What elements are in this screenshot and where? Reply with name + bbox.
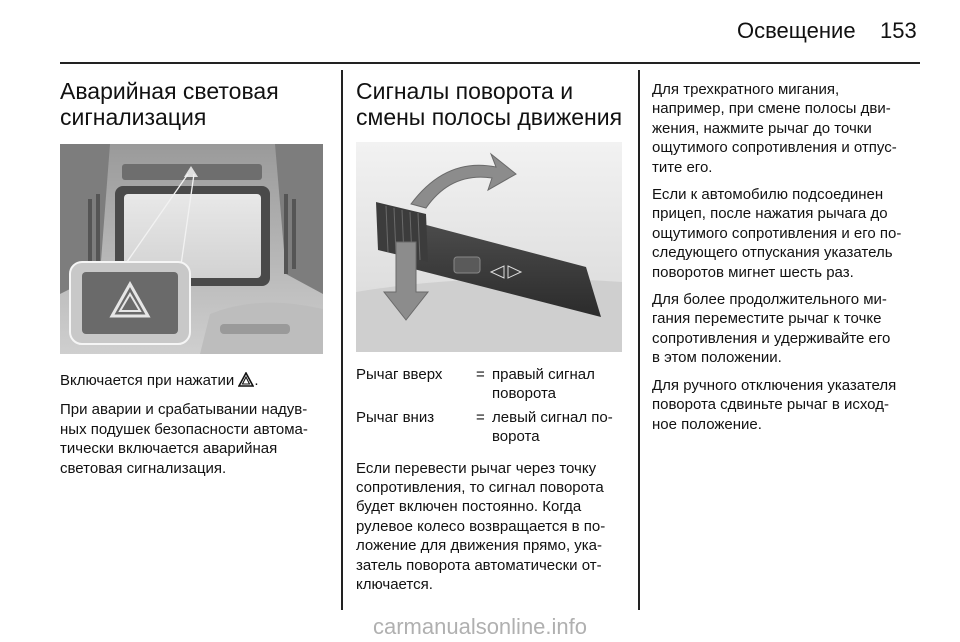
lever-definition-list bbox=[356, 365, 624, 447]
long-blink-text: Для более продолжительного ми- гания переместите рычаг к точке сопротивления и удерживайте его в этом положении. bbox=[652, 291, 891, 367]
header-rule bbox=[60, 62, 920, 64]
manual-off-text: Для ручного отключения указателя поворота сдвиньте рычаг в исход- ное положение. bbox=[652, 376, 897, 433]
hazard-warning-icon bbox=[238, 372, 254, 392]
hazard-section bbox=[60, 78, 328, 486]
hazard-heading: Аварийная световая сигнализация bbox=[60, 78, 279, 130]
hazard-auto-text: При аварии и срабатывании надув- ных подушек безопасности автома- тически включается аварийная световая сигнализация. bbox=[60, 401, 308, 477]
hazard-button-illustration bbox=[60, 144, 328, 359]
definition-row-down: Рычаг вниз = левый сигнал по- ворота bbox=[356, 408, 613, 446]
definition-row-up: Рычаг вверх = правый сигнал поворота bbox=[356, 366, 595, 403]
turn-signal-description: Если перевести рычаг через точку сопротивления, то сигнал поворота будет включен постоянно. Когда рулевое колесо возвращается в по- ложение для движения прямо, ука- затель поворота автоматически от- ключается. bbox=[356, 459, 606, 594]
hazard-activation-text: Включается при нажатии . bbox=[60, 371, 328, 392]
turn-signal-heading: Сигналы поворота и смены полосы движения bbox=[356, 78, 623, 130]
three-blink-text: Для трехкратного мигания, например, при смене полосы дви- жения, нажмите рычаг до точки ощутимого сопротивления и отпус- тите его. bbox=[652, 81, 897, 176]
column-divider-1 bbox=[341, 70, 343, 610]
turn-signal-lever-illustration bbox=[356, 142, 624, 357]
site-watermark: carmanualsonline.info bbox=[372, 614, 588, 639]
column-divider-2 bbox=[638, 70, 640, 610]
turn-signal-continued bbox=[652, 80, 924, 442]
page-number: 153 bbox=[880, 18, 917, 43]
turn-signal-section bbox=[356, 78, 624, 602]
page-header-title: Освещение bbox=[737, 18, 856, 43]
trailer-text: Если к автомобилю подсоединен прицеп, после нажатия рычага до ощутимого сопротивления и его по- следующего отпускания указатель поворотов мигнет шесть раз. bbox=[652, 186, 902, 281]
